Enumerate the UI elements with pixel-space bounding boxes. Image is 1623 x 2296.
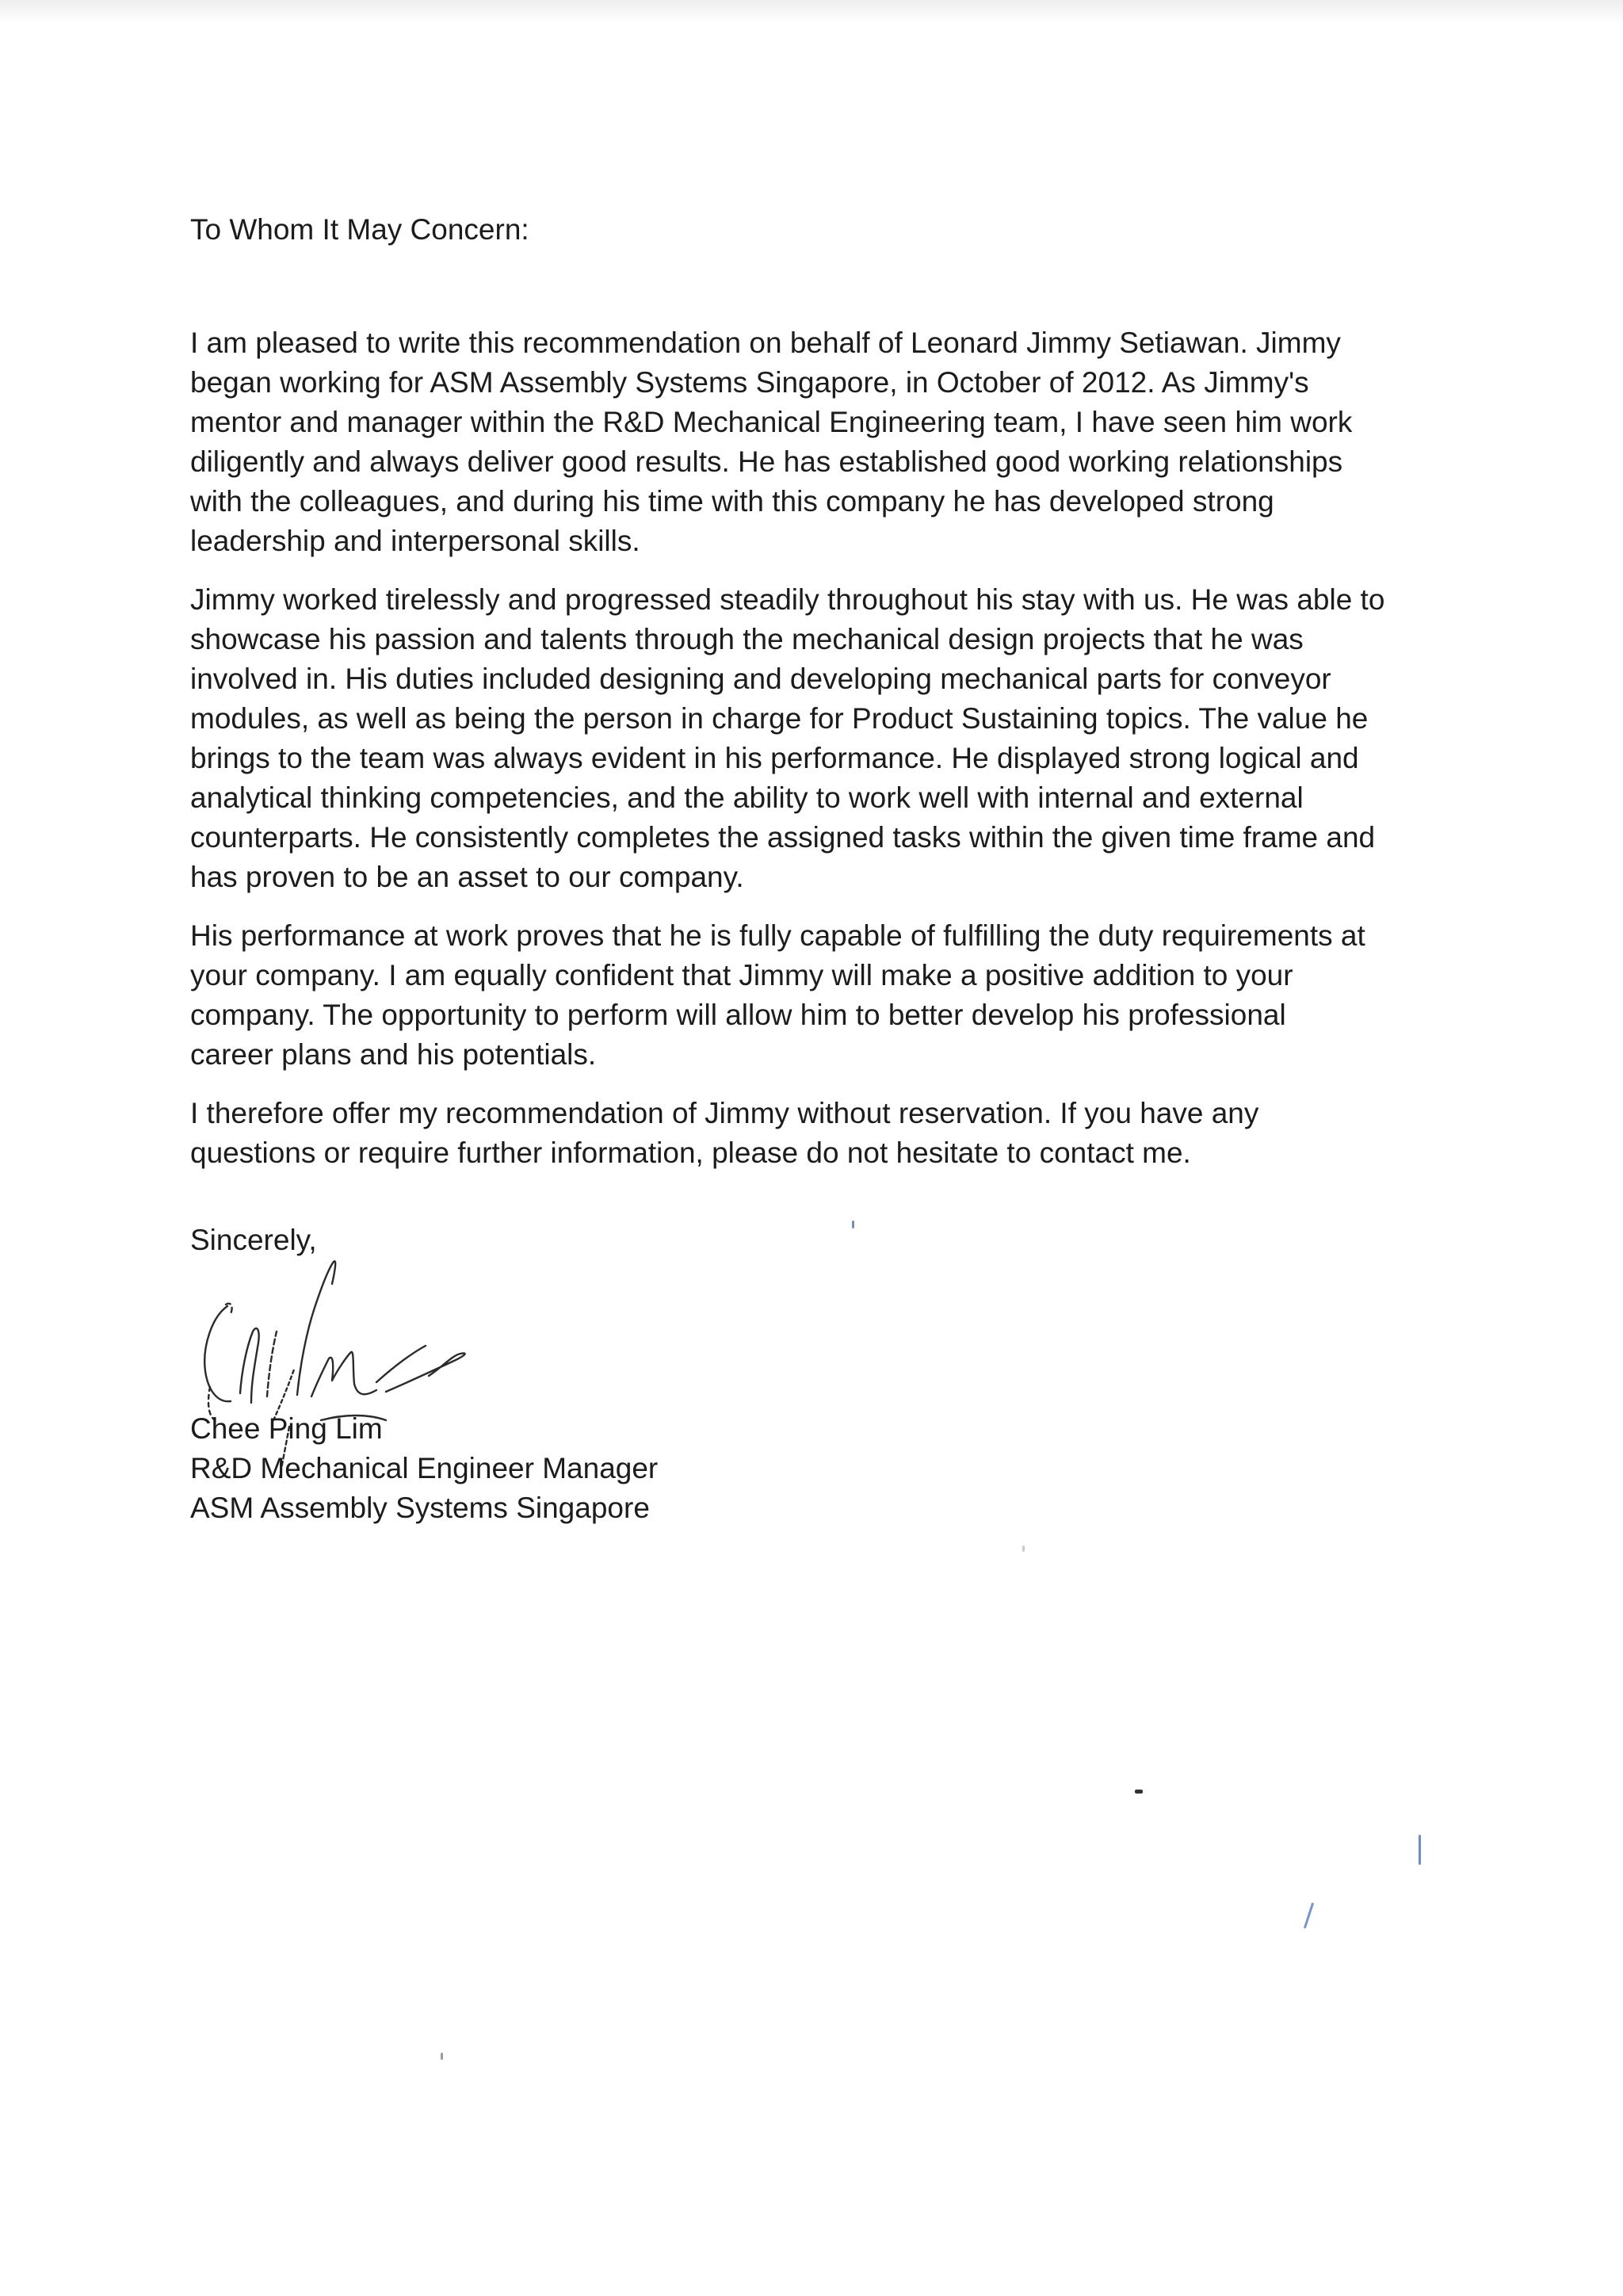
salutation: To Whom It May Concern: <box>190 213 529 246</box>
signer-title: R&D Mechanical Engineer Manager <box>190 1452 659 1484</box>
scan-speck <box>1419 1835 1421 1865</box>
paragraph-introduction: I am pleased to write this recommendation on behalf of Leonard Jimmy Setiawan. Jimmy began working for ASM Assembly Systems Singapore, in October of 2012. As Jimmy's mentor and manager within the R&D Mechanical Engineering team, I have seen him work diligently and always deliver good results. He has established good working relationships with the colleagues, and during his time with this company he has developed strong leadership and interpersonal skills. <box>190 327 1353 557</box>
scan-speck <box>441 2053 443 2060</box>
signer-name: Chee Ping Lim <box>190 1412 383 1445</box>
paragraph-performance: Jimmy worked tirelessly and progressed steadily throughout his stay with us. He was able to showcase his passion and talents through the mechanical design projects that he was involved in. His duties included designing and developing mechanical parts for conveyor modules, as well as being the person in charge for Product Sustaining topics. The value he brings to the team was always evident in his performance. He displayed strong logical and analytical thinking competencies, and the ability to work well with internal and external counterparts. He consistently completes the assigned tasks within the given time frame and has proven to be an asset to our company. <box>190 583 1385 893</box>
paragraph-recommendation: I therefore offer my recommendation of Jimmy without reservation. If you have any questions or require further information, please do not hesitate to contact me. <box>190 1097 1259 1169</box>
scan-speck <box>1304 1902 1314 1928</box>
letter-body <box>190 208 1458 1260</box>
signature-block <box>190 1409 658 1528</box>
scan-speck <box>1135 1790 1143 1794</box>
scan-speck <box>1022 1545 1025 1552</box>
scan-speck <box>852 1221 854 1228</box>
scan-edge-shadow <box>0 0 1623 24</box>
signer-company: ASM Assembly Systems Singapore <box>190 1492 650 1524</box>
closing-sincerely: Sincerely, <box>190 1224 317 1256</box>
paragraph-capability: His performance at work proves that he is fully capable of fulfilling the duty requirements at your company. I am equally confident that Jimmy will make a positive addition to your company. The opportunity to perform will allow him to better develop his professional career plans and his potentials. <box>190 919 1365 1071</box>
